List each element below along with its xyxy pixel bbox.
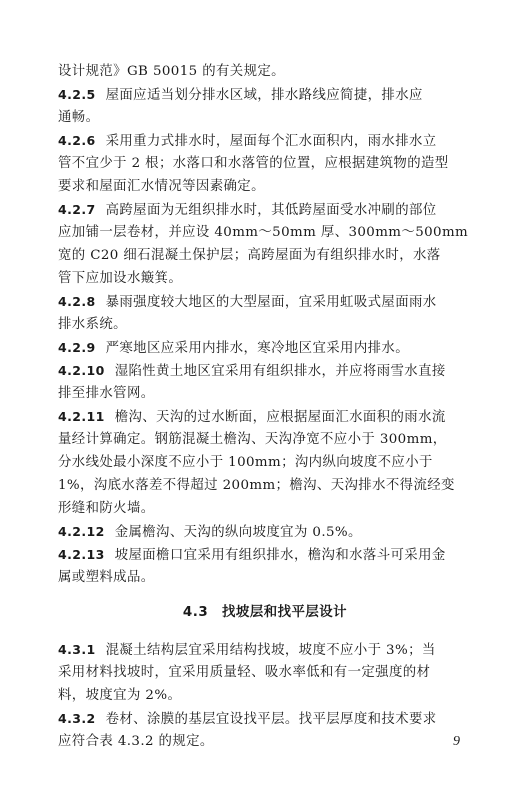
line-text: 严寒地区应采用内排水，寒冷地区宜采用内排水。 xyxy=(105,341,409,356)
clause-number: 4.2.12 xyxy=(58,524,105,539)
line-text: 卷材、涂膜的基层宜设找平层。找平层厚度和技术要求 xyxy=(105,712,437,727)
text-line xyxy=(58,520,472,543)
line-text: 应加铺一层卷材，并应设 40mm～50mm 厚、300mm～500mm xyxy=(58,225,469,240)
line-text: 混凝土结构层宜采用结构找坡，坡度不应小于 3%；当 xyxy=(105,643,436,658)
text-line xyxy=(58,428,472,451)
text-line xyxy=(58,267,472,290)
line-text: 应符合表 4.3.2 的规定。 xyxy=(58,734,214,749)
text-line xyxy=(58,566,472,589)
line-text: 要求和屋面汇水情况等因素确定。 xyxy=(58,179,265,194)
text-line xyxy=(58,684,472,707)
text-line xyxy=(58,60,472,83)
text-line xyxy=(58,152,472,175)
clause-number: 4.2.11 xyxy=(58,409,105,424)
clause-number: 4.3.2 xyxy=(58,711,96,726)
text-line xyxy=(58,198,472,221)
text-line xyxy=(58,382,472,405)
text-line xyxy=(58,497,472,520)
line-text: 设计规范》GB 50015 的有关规定。 xyxy=(58,64,285,79)
line-text: 金属檐沟、天沟的纵向坡度宜为 0.5%。 xyxy=(114,525,362,540)
line-text: 管不宜少于 2 根；水落口和水落管的位置，应根据建筑物的造型 xyxy=(58,156,449,171)
text-line xyxy=(58,83,472,106)
line-text: 1%，沟底水落差不得超过 200mm；檐沟、天沟排水不得流经变 xyxy=(58,478,455,493)
clause-number: 4.2.7 xyxy=(58,202,96,217)
line-text: 形缝和防火墙。 xyxy=(58,501,155,516)
text-line xyxy=(58,129,472,152)
line-text: 排至排水管网。 xyxy=(58,386,155,401)
text-line xyxy=(58,106,472,129)
section-4-3-text xyxy=(58,638,472,753)
clause-number: 4.2.10 xyxy=(58,363,105,378)
line-text: 采用重力式排水时，屋面每个汇水面积内，雨水排水立 xyxy=(105,134,437,149)
clause-number: 4.3.1 xyxy=(58,642,96,657)
text-line xyxy=(58,474,472,497)
text-line xyxy=(58,730,472,753)
text-line xyxy=(58,290,472,313)
text-line xyxy=(58,313,472,336)
line-text: 排水系统。 xyxy=(58,317,127,332)
line-text: 管下应加设水簸箕。 xyxy=(58,271,183,286)
text-line xyxy=(58,543,472,566)
line-text: 暴雨强度较大地区的大型屋面，宜采用虹吸式屋面雨水 xyxy=(105,295,437,310)
clause-number: 4.2.5 xyxy=(58,87,96,102)
line-text: 檐沟、天沟的过水断面，应根据屋面汇水面积的雨水流 xyxy=(114,410,446,425)
text-line xyxy=(58,661,472,684)
line-text: 宽的 C20 细石混凝土保护层；高跨屋面为有组织排水时，水落 xyxy=(58,248,441,263)
text-line xyxy=(58,336,472,359)
clause-number: 4.2.8 xyxy=(58,294,96,309)
text-line xyxy=(58,405,472,428)
line-text: 坡屋面檐口宜采用有组织排水，檐沟和水落斗可采用金 xyxy=(114,548,446,563)
clause-number: 4.2.6 xyxy=(58,133,96,148)
text-line xyxy=(58,244,472,267)
line-text: 高跨屋面为无组织排水时，其低跨屋面受水冲刷的部位 xyxy=(105,203,437,218)
line-text: 量经计算确定。钢筋混凝土檐沟、天沟净宽不应小于 300mm， xyxy=(58,432,447,447)
section-heading: 4.3 找坡层和找平层设计 xyxy=(182,605,348,620)
page-content xyxy=(58,60,472,753)
text-line xyxy=(58,638,472,661)
line-text: 料，坡度宜为 2%。 xyxy=(58,688,182,703)
page-number: 9 xyxy=(453,734,460,749)
line-text: 通畅。 xyxy=(58,110,100,125)
clause-number: 4.2.13 xyxy=(58,547,105,562)
line-text: 属或塑料成品。 xyxy=(58,570,155,585)
text-line xyxy=(58,175,472,198)
clause-number: 4.2.9 xyxy=(58,340,96,355)
line-text: 屋面应适当划分排水区域，排水路线应简捷，排水应 xyxy=(105,88,423,103)
text-line xyxy=(58,221,472,244)
text-line xyxy=(58,359,472,382)
line-text: 湿陷性黄土地区宜采用有组织排水，并应将雨雪水直接 xyxy=(114,364,446,379)
line-text: 采用材料找坡时，宜采用质量轻、吸水率低和有一定强度的材 xyxy=(58,665,431,680)
text-line xyxy=(58,451,472,474)
line-text: 分水线处最小深度不应小于 100mm；沟内纵向坡度不应小于 xyxy=(58,455,433,470)
section-4-2-text xyxy=(58,60,472,589)
text-line xyxy=(58,707,472,730)
